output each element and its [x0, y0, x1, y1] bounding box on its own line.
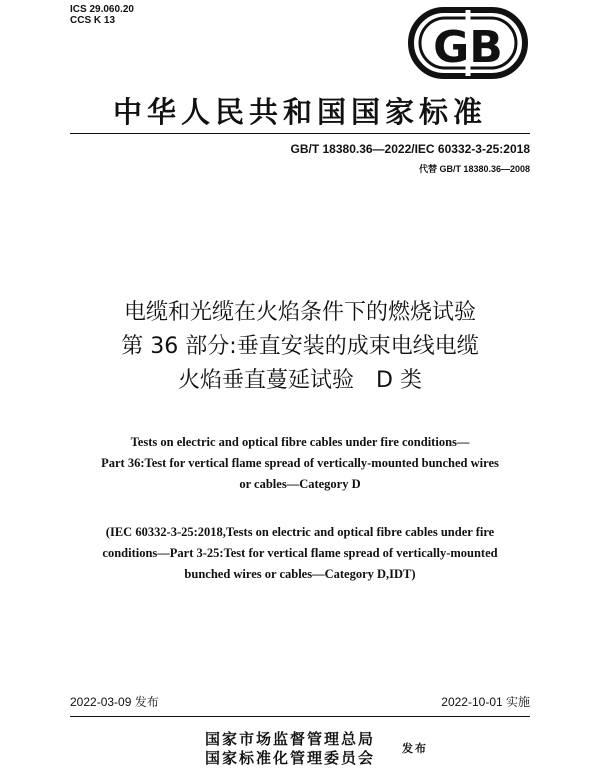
- issue-date: 2022-03-09 发布: [70, 695, 159, 709]
- title-chinese: [0, 296, 600, 398]
- title-en-line: Tests on electric and optical fibre cables under fire conditions—: [130, 435, 470, 449]
- ics-code: ICS 29.060.20: [70, 4, 134, 15]
- iec-line: conditions—Part 3-25:Test for vertical flame spread of vertically-mounted: [102, 546, 498, 560]
- title-en-line: Part 36:Test for vertical flame spread of vertically-mounted bunched wires: [101, 456, 499, 470]
- iec-reference: [40, 522, 560, 585]
- iec-line: bunched wires or cables—Category D,IDT): [184, 567, 416, 581]
- standard-number: GB/T 18380.36—2022/IEC 60332-3-25:2018: [290, 142, 530, 156]
- footer-divider: [70, 716, 530, 717]
- header-divider: [70, 133, 530, 134]
- replaces-note: 代替 GB/T 18380.36—2008: [418, 164, 530, 174]
- issuing-authorities: [205, 730, 375, 768]
- ccs-code: CCS K 13: [70, 15, 116, 26]
- issuer-line: 国家市场监督管理总局: [205, 730, 376, 748]
- standard-type: 中华人民共和国国家标准: [112, 95, 487, 129]
- publish-label: 发布: [402, 742, 428, 755]
- title-en-line: or cables—Category D: [239, 477, 361, 491]
- iec-line: (IEC 60332-3-25:2018,Tests on electric and optical fibre cables under fire: [105, 525, 495, 539]
- title-english: [40, 432, 560, 495]
- ics-code-block: [70, 4, 134, 26]
- title-cn-line: 火焰垂直蔓延试验 D 类: [178, 368, 422, 393]
- logo-text: GB: [433, 22, 503, 73]
- gb-logo: [408, 6, 528, 80]
- implementation-date: 2022-10-01 实施: [441, 695, 530, 709]
- title-cn-line: 第 36 部分:垂直安装的成束电线电缆: [121, 334, 479, 359]
- issuer-line: 国家标准化管理委员会: [205, 749, 376, 767]
- title-cn-line: 电缆和光缆在火焰条件下的燃烧试验: [123, 300, 476, 325]
